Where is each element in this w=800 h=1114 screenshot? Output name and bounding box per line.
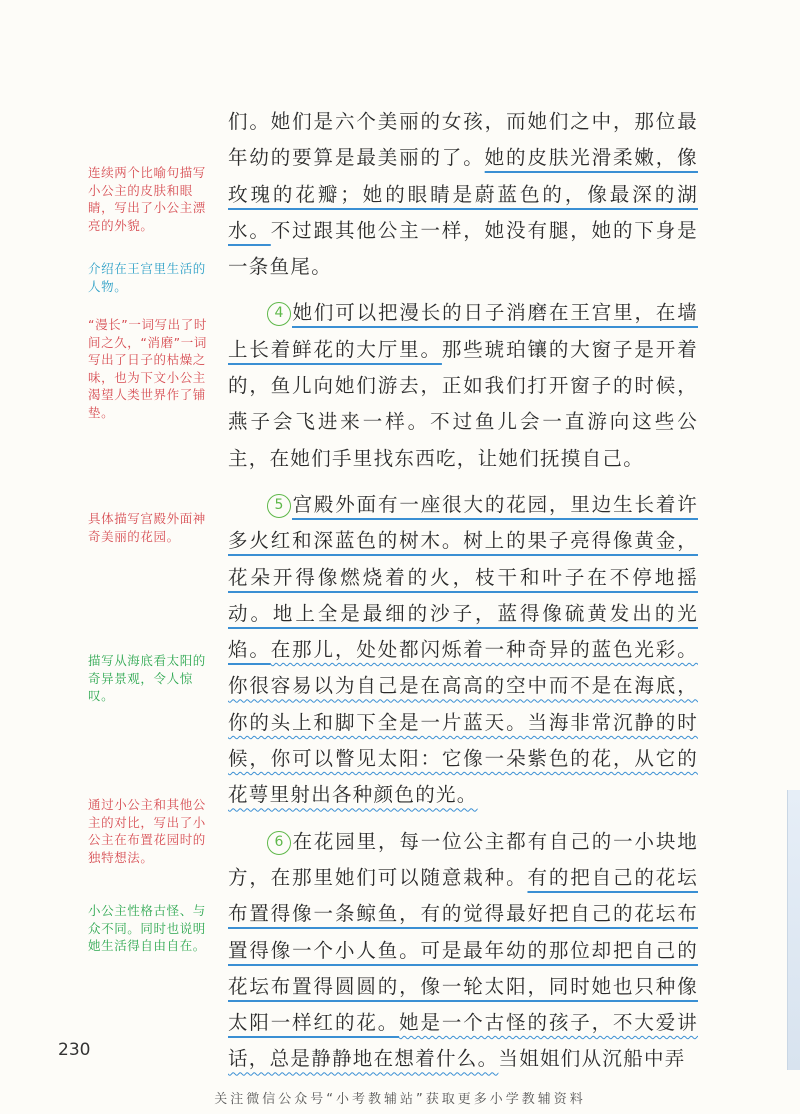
margin-note-3: “漫长”一词写出了时间之久，“消磨”一词写出了日子的枯燥之味，也为下文小公主渴望人类世界作了铺垫。 <box>88 317 207 420</box>
paragraph-number-badge: 6 <box>267 831 291 855</box>
text-segment: 那些琥珀镶的大窗子是开着的，鱼儿向她们游去，正如我们打开窗子的时候，燕子会飞进来一样。不过鱼儿会一直游向这些公主，在她们手里找东西吃，让她们抚摸自己。 <box>228 337 698 470</box>
text-segment: 不过跟其他公主一样，她没有腿，她的下身是一条鱼尾。 <box>228 218 698 279</box>
main-text <box>228 104 698 1078</box>
underlined-text: 宫殿外面有一座很大的花园，里边生长着许多火红和深蓝色的树木。树上的果子亮得像黄金，花朵开得像燃烧着的火，枝干和叶子在不停地摇动。地上全是最细的沙子，蓝得像硫黄发出的光焰。 <box>228 492 698 662</box>
margin-note-4: 具体描写宫殿外面神奇美丽的花园。 <box>88 511 206 544</box>
margin-note-7: 小公主性格古怪、与众不同。同时也说明她生活得自由自在。 <box>88 903 206 953</box>
margin-note-1: 连续两个比喻句描写小公主的皮肤和眼睛，写出了小公主漂亮的外貌。 <box>88 165 206 233</box>
margin-note-6: 通过小公主和其他公主的对比，写出了小公主在布置花园时的独特想法。 <box>88 797 206 865</box>
wavy-underlined-text: 她是一个古怪的孩子，不大爱讲话，总是静静地在想着什么。 <box>228 1011 698 1071</box>
paragraph-4 <box>228 295 698 476</box>
underlined-text: 有的把自己的花坛布置得像一条鲸鱼，有的觉得最好把自己的花坛布置得像一个小人鱼。可是最年幼的那位却把自己的花坛布置得圆圆的，像一轮太阳，同时她也只种像太阳一样红的花。 <box>228 865 698 1035</box>
footer-note: 关注微信公众号“小考教辅站”获取更多小学教辅资料 <box>214 1092 586 1107</box>
text-segment: 在花园里，每一位公主都有自己的一小块地方，在那里她们可以随意栽种。 <box>228 829 698 889</box>
paragraph-number-badge: 5 <box>267 494 291 518</box>
paragraph-6 <box>228 824 698 1078</box>
margin-note-5: 描写从海底看太阳的奇异景观，令人惊叹。 <box>88 653 206 703</box>
page-number: 230 <box>58 1040 91 1060</box>
paragraph-5 <box>228 487 698 814</box>
wavy-underlined-text: 在那儿，处处都闪烁着一种奇异的蓝色光彩。你很容易以为自己是在高高的空中而不是在海底，你的头上和脚下全是一片蓝天。当海非常沉静的时候，你可以瞥见太阳：它像一朵紫色的花，从它的花萼里射出各种颜色的光。 <box>228 638 698 807</box>
margin-note-2: 介绍在王宫里生活的人物。 <box>88 261 206 294</box>
underlined-text: 她们可以把漫长的日子消磨在王宫里，在墙上长着鲜花的大厅里。 <box>228 301 698 361</box>
underlined-text: 她的皮肤光滑柔嫩，像玫瑰的花瓣；她的眼睛是蔚蓝色的，像最深的湖水。 <box>228 146 698 242</box>
paragraph-number-badge: 4 <box>267 302 291 326</box>
page-edge-strip <box>787 790 800 1070</box>
paragraph-3-tail <box>228 104 698 285</box>
text-segment: 们。她们是六个美丽的女孩，而她们之中，那位最年幼的要算是最美丽的了。 <box>228 110 698 170</box>
text-segment: 当姐姐们从沉船中弄 <box>498 1047 686 1071</box>
